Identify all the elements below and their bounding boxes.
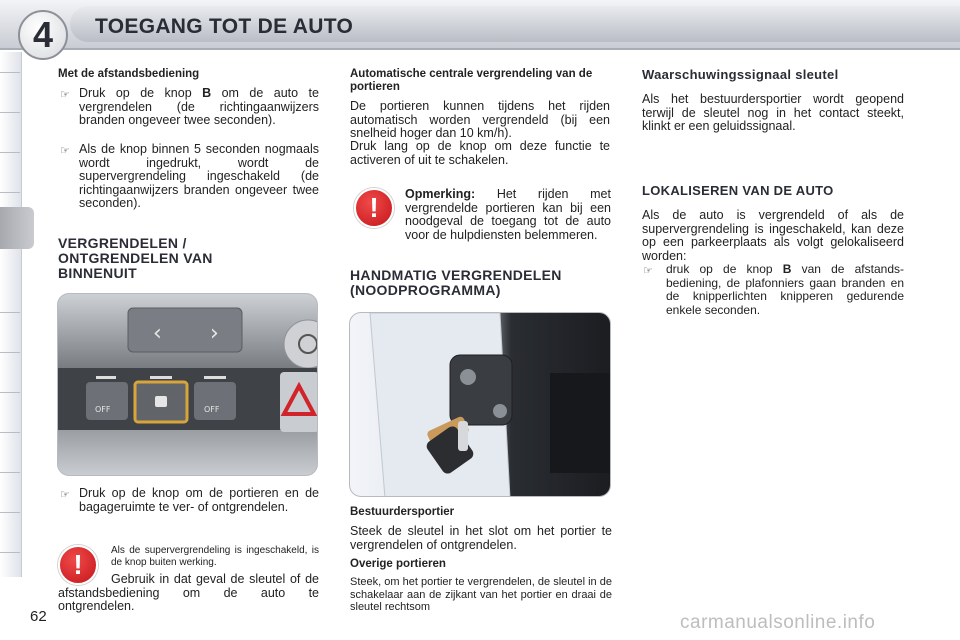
hand-pointer-icon: ☞ xyxy=(60,145,70,157)
svg-text:OFF: OFF xyxy=(204,405,220,414)
bullet-text: om de auto te xyxy=(221,86,319,100)
page-title: TOEGANG TOT DE AUTO xyxy=(95,15,354,38)
sidebar-notch xyxy=(0,392,20,393)
bullet-text: Druk op de knop xyxy=(79,86,192,100)
key-letter: B xyxy=(782,262,792,276)
hand-pointer-icon: ☞ xyxy=(60,89,70,101)
key-letter: B xyxy=(202,86,212,100)
door-lock-photo xyxy=(349,312,611,497)
key-warning-heading: Waarschuwingssignaal sleutel xyxy=(642,67,839,82)
section-heading-inside-lock: VERGRENDELEN / ONTGRENDELEN VAN BINNENUIT xyxy=(58,235,213,281)
hand-pointer-icon: ☞ xyxy=(60,489,70,501)
bullet-text: bediening, de plafonniers gaan branden en de knipperlichten knipperen gedurende enkele seconden. xyxy=(666,275,904,317)
chapter-sidebar xyxy=(0,52,22,577)
other-doors-heading: Overige portieren xyxy=(350,558,446,570)
other-doors-text: Steek, om het portier te vergrendelen, de sleutel in de schakelaar aan de zijkant van het portier en draai de sleutel rechtsom xyxy=(350,576,612,613)
superlock-note-body: Gebruik in dat geval de sleutel of de afstandsbediening om de auto te ontgrendelen. xyxy=(58,572,319,613)
bullet-inside-button: Druk op de knop om de portieren en de bagageruimte te ver- of ontgrendelen. xyxy=(79,486,319,514)
svg-text:OFF: OFF xyxy=(95,405,111,414)
door-lock-illustration xyxy=(350,313,611,497)
manual-lock-heading: HANDMATIG VERGRENDELEN (NOODPROGRAMMA) xyxy=(350,267,562,298)
bullet-text: van de afstands- xyxy=(801,262,904,276)
locate-car-text: Als de auto is vergrendeld of als de supervergrendeling is ingeschakeld, kan deze op een parkeerplaats als volgt gelokaliseerd worden: xyxy=(642,208,904,263)
bullet-text: druk op de knop xyxy=(666,262,773,276)
sidebar-notch xyxy=(0,112,20,113)
svg-text:‹: ‹ xyxy=(153,321,162,346)
sidebar-notch xyxy=(0,192,20,193)
page-number: 62 xyxy=(30,608,47,625)
locate-car-bullet xyxy=(666,263,904,317)
chapter-badge xyxy=(18,10,68,60)
bullet-text: vergrendelen (de richtingaanwijzers branden ongeveer twee seconden). xyxy=(79,99,319,127)
key-warning-text: Als het bestuurdersportier wordt geopend terwijl de sleutel nog in het contact steekt, klinkt er een geluidssignaal. xyxy=(642,92,904,133)
sidebar-notch xyxy=(0,472,20,473)
driver-door-text: Steek de sleutel in het slot om het portier te vergrendelen of ontgrendelen. xyxy=(350,524,612,552)
remark-text xyxy=(405,188,611,242)
remark-body: Het rijden met vergrendelde portieren kan bij een noodgeval de toegang tot de auto voor de hulpdiensten belemmeren. xyxy=(405,187,611,242)
driver-door-heading: Bestuurdersportier xyxy=(350,506,455,518)
auto-lock-toggle-text: Druk lang op de knop om deze functie te activeren of uit te schakelen. xyxy=(350,139,610,167)
locate-car-heading: LOKALISEREN VAN DE AUTO xyxy=(642,183,834,198)
exclamation-icon: ! xyxy=(354,188,394,228)
watermark: carmanualsonline.info xyxy=(680,612,876,633)
sidebar-notch xyxy=(0,352,20,353)
sidebar-notch xyxy=(0,552,20,553)
sidebar-notch xyxy=(0,72,20,73)
exclamation-icon: ! xyxy=(58,545,98,585)
chapter-number: 4 xyxy=(32,14,54,55)
sidebar-notch xyxy=(0,312,20,313)
sidebar-notch xyxy=(0,512,20,513)
sidebar-notch xyxy=(0,432,20,433)
bullet-superlock: Als de knop binnen 5 seconden nogmaals wordt ingedrukt, wordt de supervergrendeling ingeschakeld (de richtingaanwijzers branden ongeveer twee seconden). xyxy=(79,142,319,210)
bullet-remote-lock xyxy=(79,87,319,128)
svg-text:›: › xyxy=(210,321,219,346)
remark-label: Opmerking: xyxy=(405,187,476,201)
auto-lock-heading: Automatische centrale vergrendeling van de portieren xyxy=(350,68,593,93)
hand-pointer-icon: ☞ xyxy=(643,265,653,277)
remote-heading: Met de afstandsbediening xyxy=(58,68,200,80)
central-lock-button-photo xyxy=(57,293,318,476)
auto-lock-text: De portieren kunnen tijdens het rijden automatisch worden vergrendeld (bij een snelheid hoger dan 10 km/h). xyxy=(350,99,610,140)
superlock-note-small: Als de supervergrendeling is ingeschakeld, is de knop buiten werking. xyxy=(111,545,319,568)
dashboard-illustration xyxy=(58,294,318,476)
sidebar-active-chapter-tab[interactable] xyxy=(0,207,34,249)
sidebar-notch xyxy=(0,152,20,153)
